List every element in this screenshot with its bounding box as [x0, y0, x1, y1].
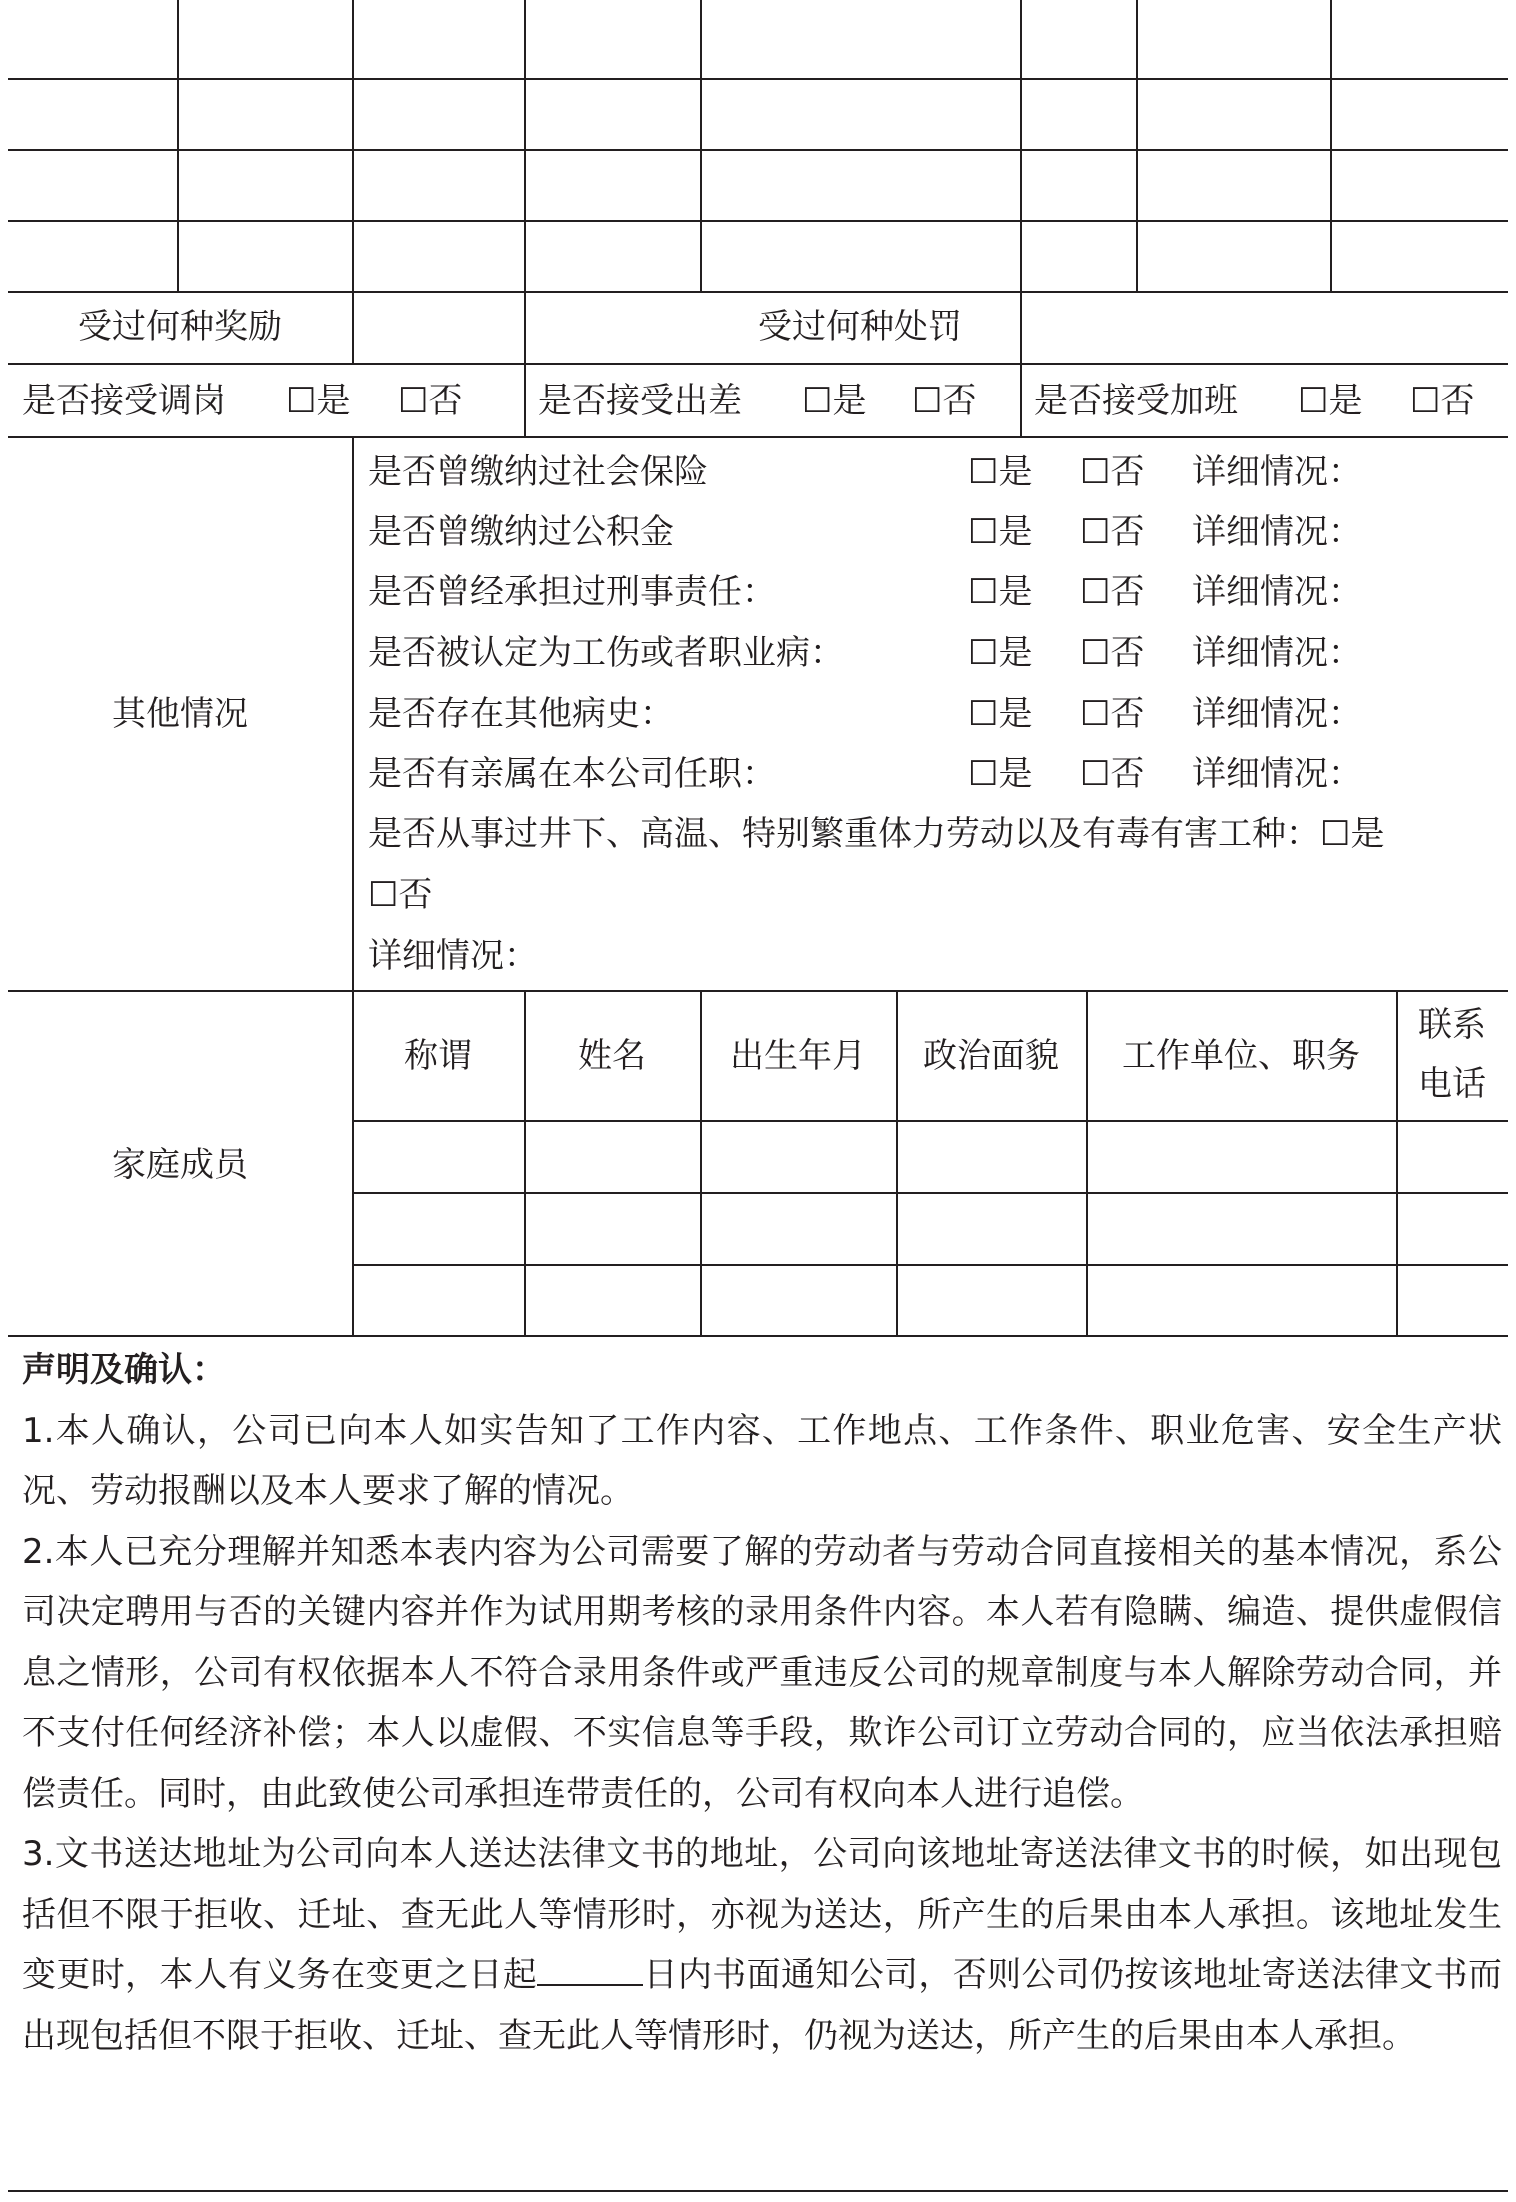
declaration-item-3-part-b: 日内书面通知公司，否则公司仍按该地址寄送法律文书而出现包括但不限于拒收、迁址、查无此人等情形时，仍视为送达，所产生的后果由本人承担。	[22, 1955, 1502, 2056]
table-bottom-border	[8, 1335, 1508, 1337]
other-question: 是否曾经承担过刑事责任：	[368, 572, 776, 612]
other-detail-label: 详细情况：	[1192, 452, 1362, 492]
awards-label: 受过何种奖励	[78, 307, 282, 347]
other-situations-label: 其他情况	[112, 694, 248, 734]
label-col-divider	[352, 436, 354, 1336]
other-yes-checkbox[interactable]: ☐是	[968, 694, 1033, 734]
other-question: 是否被认定为工伤或者职业病：	[368, 633, 844, 673]
business-trip-question: 是否接受出差	[538, 381, 742, 421]
family-header-phone-line1: 联系	[1418, 1005, 1486, 1045]
row-divider	[8, 220, 1508, 222]
other-detail-label: 详细情况：	[1192, 694, 1362, 734]
other-question: 是否曾缴纳过公积金	[368, 512, 674, 552]
declaration-item-2: 2.本人已充分理解并知悉本表内容为公司需要了解的劳动者与劳动合同直接相关的基本情况，系公司决定聘用与否的关键内容并作为试用期考核的录用条件内容。本人若有隐瞒、编造、提供虚假信息之情形，公司有权依据本人不符合录用条件或严重违反公司的规章制度与本人解除劳动合同，并不支付任何经济补偿；本人以虚假、不实信息等手段，欺诈公司订立劳动合同的，应当依法承担赔偿责任。同时，由此致使公司承担连带责任的，公司有权向本人进行追偿。	[22, 1531, 1502, 1814]
row-divider	[352, 1192, 1508, 1194]
other-detail-label: 详细情况：	[1192, 754, 1362, 794]
hazard-no-checkbox[interactable]: ☐否	[368, 875, 433, 915]
business-trip-no-checkbox[interactable]: ☐否	[912, 381, 977, 421]
declaration-item-1: 1.本人确认，公司已向本人如实告知了工作内容、工作地点、工作条件、职业危害、安全生产状况、劳动报酬以及本人要求了解的情况。	[22, 1410, 1502, 1511]
other-yes-checkbox[interactable]: ☐是	[968, 512, 1033, 552]
other-no-checkbox[interactable]: ☐否	[1080, 512, 1145, 552]
page-bottom-rule	[8, 2190, 1508, 2192]
other-question: 是否有亲属在本公司任职：	[368, 754, 776, 794]
family-header-political: 政治面貌	[923, 1036, 1059, 1076]
overtime-no-checkbox[interactable]: ☐否	[1410, 381, 1475, 421]
business-trip-yes-checkbox[interactable]: ☐是	[802, 381, 867, 421]
hazard-detail-label: 详细情况：	[368, 936, 538, 976]
other-question: 是否曾缴纳过社会保险	[368, 452, 708, 492]
row-divider	[8, 990, 1508, 992]
other-question: 是否存在其他病史：	[368, 694, 674, 734]
other-yes-checkbox[interactable]: ☐是	[968, 452, 1033, 492]
family-header-relation: 称谓	[404, 1036, 472, 1076]
col-divider	[1020, 0, 1022, 437]
punishment-label: 受过何种处罚	[758, 307, 962, 347]
other-yes-checkbox[interactable]: ☐是	[968, 572, 1033, 612]
transfer-question: 是否接受调岗	[22, 381, 226, 421]
transfer-yes-checkbox[interactable]: ☐是	[286, 381, 351, 421]
other-detail-label: 详细情况：	[1192, 512, 1362, 552]
family-header-phone-line2: 电话	[1418, 1064, 1486, 1104]
hazard-question: 是否从事过井下、高温、特别繁重体力劳动以及有毒有害工种：☐是	[368, 814, 1385, 854]
other-yes-checkbox[interactable]: ☐是	[968, 633, 1033, 673]
row-divider	[352, 1264, 1508, 1266]
row-divider	[8, 363, 1508, 365]
other-no-checkbox[interactable]: ☐否	[1080, 572, 1145, 612]
family-members-label: 家庭成员	[112, 1145, 248, 1185]
other-no-checkbox[interactable]: ☐否	[1080, 754, 1145, 794]
overtime-question: 是否接受加班	[1034, 381, 1238, 421]
other-no-checkbox[interactable]: ☐否	[1080, 694, 1145, 734]
transfer-no-checkbox[interactable]: ☐否	[398, 381, 463, 421]
col-divider	[1136, 0, 1138, 292]
family-header-employer: 工作单位、职务	[1122, 1036, 1360, 1076]
col-divider	[177, 0, 179, 292]
row-divider	[8, 291, 1508, 293]
other-detail-label: 详细情况：	[1192, 633, 1362, 673]
row-divider	[352, 1120, 1508, 1122]
days-blank-field[interactable]	[537, 1954, 643, 1986]
other-no-checkbox[interactable]: ☐否	[1080, 633, 1145, 673]
declaration-item-3-part-a: 3.文书送达地址为公司向本人送达法律文书的地址，公司向该地址寄送法律文书的时候，如出现包括但不限于拒收、迁址、查无此人等情形时，亦视为送达，所产生的后果由本人承担。该地址发生变更时，本人有义务在变更之日起	[22, 1834, 1502, 1995]
other-yes-checkbox[interactable]: ☐是	[968, 754, 1033, 794]
col-divider	[352, 0, 354, 364]
other-no-checkbox[interactable]: ☐否	[1080, 452, 1145, 492]
family-header-birth: 出生年月	[730, 1036, 866, 1076]
row-divider	[8, 78, 1508, 80]
col-divider	[700, 0, 702, 292]
declaration-section	[22, 1340, 1502, 2066]
declaration-title: 声明及确认：	[22, 1350, 226, 1390]
declaration-item-3	[22, 1824, 1502, 2066]
other-detail-label: 详细情况：	[1192, 572, 1362, 612]
row-divider	[8, 149, 1508, 151]
overtime-yes-checkbox[interactable]: ☐是	[1298, 381, 1363, 421]
col-divider	[524, 0, 526, 437]
family-header-name: 姓名	[578, 1036, 646, 1076]
row-divider	[8, 436, 1508, 438]
col-divider	[1330, 0, 1332, 292]
